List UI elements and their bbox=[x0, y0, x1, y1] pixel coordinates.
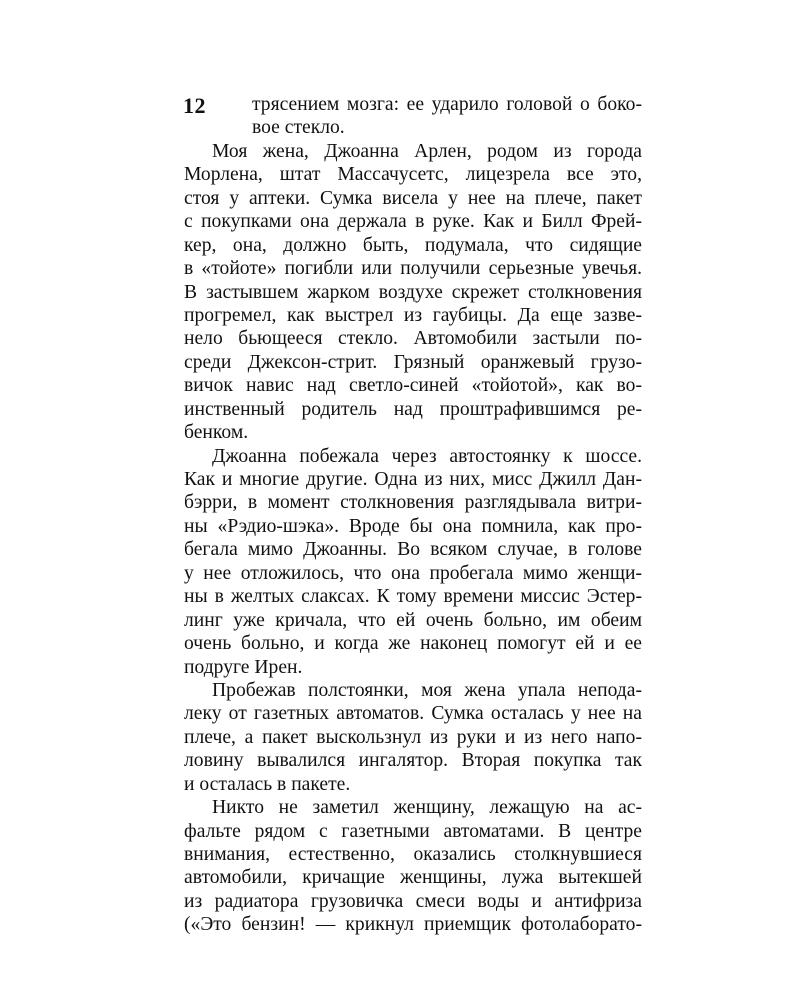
text-line: стоя у аптеки. Сумка висела у нее на плече, пакет bbox=[184, 187, 642, 209]
text-line: вое стекло. bbox=[252, 117, 345, 139]
text-line: Джоанна побежала через автостоянку к шоссе. bbox=[212, 445, 642, 467]
text-line: очень больно, и когда же наконец помогут ей и ее bbox=[184, 633, 642, 655]
text-line: Пробежав полстоянки, моя жена упала непода- bbox=[212, 679, 642, 701]
body-text bbox=[184, 93, 642, 937]
text-line: ны в желтых слаксах. К тому времени миссис Эстер- bbox=[184, 586, 642, 608]
text-line: трясением мозга: ее ударило головой о боко- bbox=[252, 94, 642, 115]
text-line: инственный родитель над проштрафившимся ре- bbox=[184, 398, 642, 420]
text-line: кер, она, должно быть, подумала, что сидящие bbox=[184, 234, 642, 256]
text-line: бэрри, в момент столкновения разглядывала витри- bbox=[184, 492, 642, 514]
text-line: у нее отложилось, что она пробегала мимо женщи- bbox=[184, 562, 642, 584]
text-line: леку от газетных автоматов. Сумка осталась у нее на bbox=[184, 703, 642, 725]
text-line: с покупками она держала в руке. Как и Билл Фрей- bbox=[184, 211, 642, 233]
text-line: Никто не заметил женщину, лежащую на ас- bbox=[212, 797, 642, 819]
text-line: В застывшем жарком воздухе скрежет столкновения bbox=[184, 281, 642, 303]
text-line: прогремел, как выстрел из гаубицы. Да еще зазве- bbox=[184, 304, 642, 326]
text-line: среди Джексон-стрит. Грязный оранжевый грузо- bbox=[184, 351, 642, 373]
text-line: бенком. bbox=[184, 422, 249, 444]
text-line: из радиатора грузовичка смеси воды и антифриза bbox=[184, 890, 642, 912]
text-line: плече, а пакет выскользнул из руки и из него напо- bbox=[184, 726, 642, 748]
text-line: Моя жена, Джоанна Арлен, родом из города bbox=[212, 140, 642, 162]
text-line: автомобили, кричащие женщины, лужа вытекшей bbox=[184, 867, 642, 889]
text-line: в «тойоте» погибли или получили серьезные увечья. bbox=[184, 258, 642, 280]
text-line: Как и многие другие. Одна из них, мисс Джилл Дан- bbox=[184, 469, 642, 490]
text-line: внимания, естественно, оказались столкнувшиеся bbox=[184, 844, 642, 865]
text-line: бегала мимо Джоанны. Во всяком случае, в голове bbox=[184, 539, 642, 561]
text-line: («Это бензин! — крикнул приемщик фотолаборато- bbox=[184, 914, 642, 936]
text-line: линг уже кричала, что ей очень больно, им обеим bbox=[184, 609, 642, 631]
text-line: подруге Ирен. bbox=[184, 656, 303, 678]
text-line: ны «Рэдио-шэка». Вроде бы она помнила, как про- bbox=[184, 515, 642, 537]
text-line: нело бьющееся стекло. Автомобили застыли по- bbox=[184, 328, 642, 350]
text-line: ловину вывалился ингалятор. Вторая покупка так bbox=[184, 750, 642, 772]
text-line: фальте рядом с газетными автоматами. В центре bbox=[184, 820, 642, 842]
page-number: 12 bbox=[183, 93, 206, 118]
text-line: Морлена, штат Массачусетс, лицезрела все это, bbox=[184, 164, 642, 186]
text-line: вичок навис над светло-синей «тойотой», как во- bbox=[184, 375, 642, 397]
text-line: и осталась в пакете. bbox=[184, 773, 351, 795]
